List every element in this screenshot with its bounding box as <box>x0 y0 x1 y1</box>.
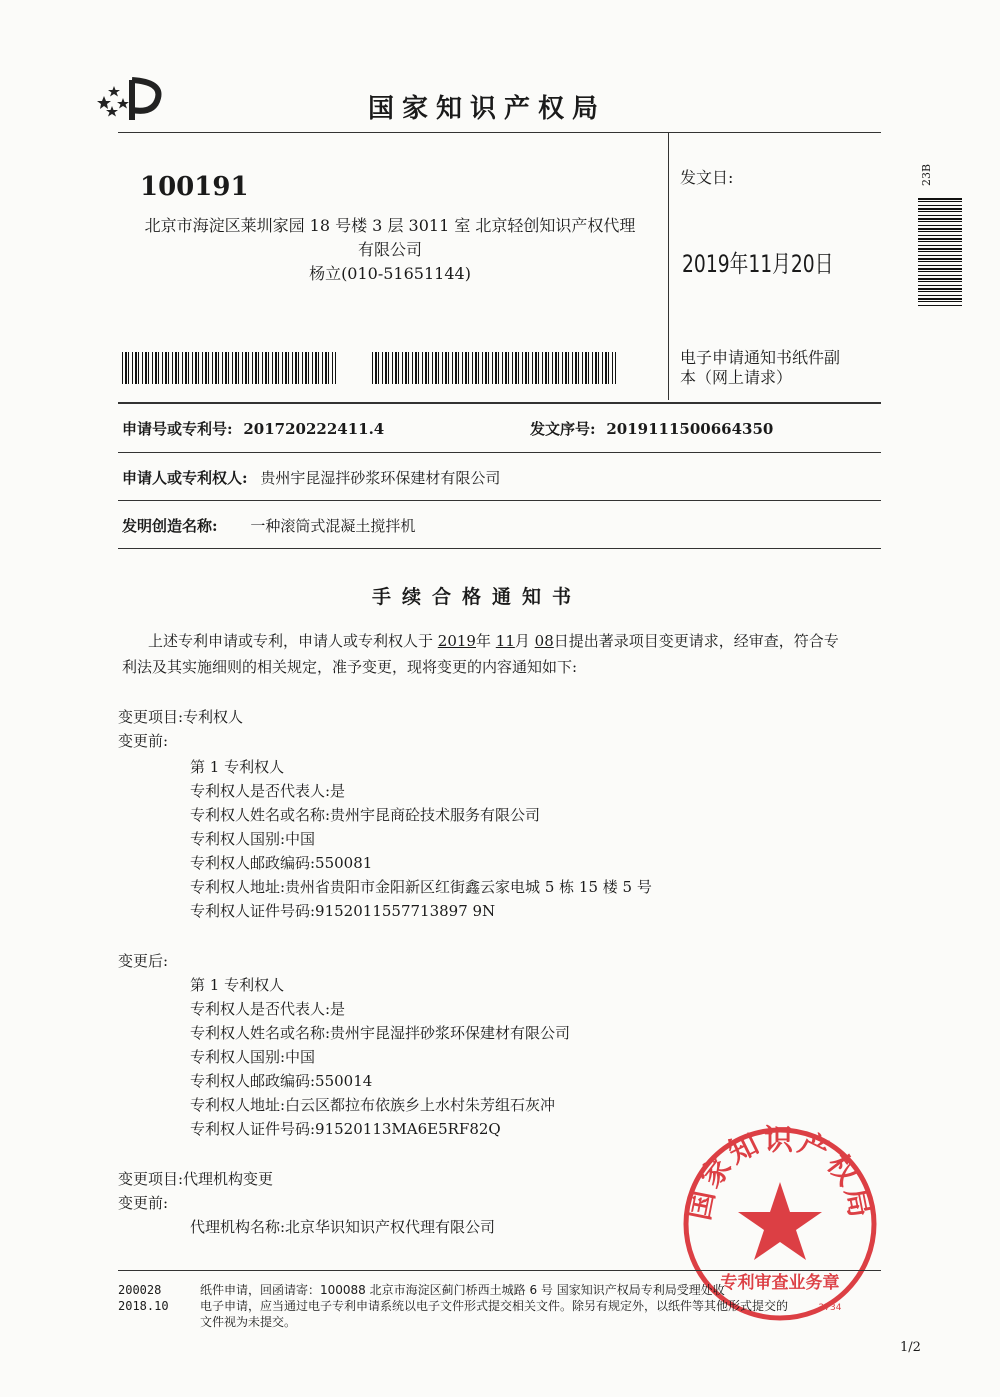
change2-agency: 代理机构名称:北京华识知识产权代理有限公司 <box>190 1218 496 1236</box>
issue-date-value: 2019年11月20日 <box>682 250 834 278</box>
frame-divider <box>668 132 669 400</box>
contact-line: 杨立(010-51651144) <box>309 264 471 283</box>
issue-date-label: 发文日: <box>680 168 734 187</box>
change1-after-label: 变更后: <box>118 952 169 970</box>
change1-before-line: 专利权人地址:贵州省贵阳市金阳新区红街鑫云家电城 5 栋 15 楼 5 号 <box>190 878 652 896</box>
change1-after-line: 第 1 专利权人 <box>190 976 285 994</box>
intro-text-1: 上述专利申请或专利，申请人或专利权人于 <box>148 632 434 650</box>
seal-num: 2734 <box>818 1303 842 1313</box>
change1-before-line: 专利权人邮政编码:550081 <box>190 854 373 872</box>
intro-text-2: 日提出著录项目变更请求，经审查，符合专 <box>553 632 839 650</box>
footer-rule <box>118 1270 881 1271</box>
form-code-number: 200028 <box>118 1283 162 1297</box>
change1-before-line: 第 1 专利权人 <box>190 758 285 776</box>
change1-item: 变更项目:专利权人 <box>118 708 244 726</box>
intro-year: 2019 <box>437 632 476 650</box>
change1-after-line: 专利权人姓名或名称:贵州宇昆湿拌砂浆环保建材有限公司 <box>190 1024 571 1042</box>
intro-line-1 <box>148 630 839 651</box>
side-barcode <box>918 198 962 306</box>
invention-value: 一种滚筒式混凝土搅拌机 <box>250 517 416 535</box>
frame-rule-2 <box>118 452 881 453</box>
recipient-postcode: 100191 <box>140 172 249 202</box>
footer-line-3: 文件视为未提交。 <box>200 1315 297 1329</box>
invention-label: 发明创造名称: <box>122 517 218 535</box>
intro-year-unit: 年 <box>475 632 491 650</box>
frame-rule-4 <box>118 548 881 549</box>
header-rule <box>118 132 881 133</box>
side-code: 23B <box>920 163 933 186</box>
serial-label: 发文序号: <box>530 420 596 438</box>
change1-before-label: 变更前: <box>118 732 169 750</box>
copy-note-line-1: 电子申请通知书纸件副 <box>680 348 841 367</box>
frame-rule-1 <box>118 402 881 404</box>
notice-title: 手续合格通知书 <box>372 586 583 608</box>
intro-month-unit: 月 <box>514 632 530 650</box>
cnipa-logo-icon <box>96 74 168 124</box>
app-no-label: 申请号或专利号: <box>122 420 233 438</box>
applicant-label: 申请人或专利权人: <box>122 469 248 487</box>
copy-note-line-2: 本（网上请求） <box>680 368 793 387</box>
seal-org-path: 国家知识产权局 <box>681 1124 879 1223</box>
change1-after-line: 专利权人是否代表人:是 <box>190 1000 346 1018</box>
change1-after-line: 专利权人证件号码:91520113MA6E5RF82Q <box>190 1120 501 1138</box>
change1-after-line: 专利权人地址:白云区都拉布依族乡上水村朱芳组石灰冲 <box>190 1096 556 1114</box>
frame-rule-3 <box>118 500 881 501</box>
change1-before-line: 专利权人姓名或名称:贵州宇昆商砼技术服务有限公司 <box>190 806 541 824</box>
page-number: 1/2 <box>900 1340 921 1355</box>
seal-star-icon <box>738 1182 822 1260</box>
address-line-2: 有限公司 <box>357 240 422 259</box>
change1-before-line: 专利权人证件号码:9152011557713897 9N <box>190 902 496 920</box>
app-no-value: 201720222411.4 <box>243 420 385 438</box>
serial-value: 2019111500664350 <box>606 420 774 438</box>
applicant-value: 贵州宇昆湿拌砂浆环保建材有限公司 <box>260 469 501 487</box>
recipient-address <box>120 214 660 286</box>
applicant-row <box>122 467 500 488</box>
change1-after-line: 专利权人国别:中国 <box>190 1048 316 1066</box>
app-no-row <box>122 418 384 439</box>
form-code <box>118 1282 169 1314</box>
barcode-right <box>372 352 616 384</box>
footer-notes <box>200 1282 788 1330</box>
footer-line-1: 纸件申请，回函请寄：100088 北京市海淀区蓟门桥西土城路 6 号 国家知识产权局专利局受理处收 <box>200 1283 725 1297</box>
seal-dept: 专利审查业务章 <box>720 1273 840 1293</box>
change1-before-line: 专利权人国别:中国 <box>190 830 316 848</box>
change1-before-line: 专利权人是否代表人:是 <box>190 782 346 800</box>
intro-month: 11 <box>495 632 515 650</box>
office-name: 国家知识产权局 <box>368 94 607 124</box>
change2-item: 变更项目:代理机构变更 <box>118 1170 274 1188</box>
intro-day: 08 <box>534 632 554 650</box>
address-line-1: 北京市海淀区莱圳家园 18 号楼 3 层 3011 室 北京轻创知识产权代理 <box>144 216 636 235</box>
barcode-left <box>122 352 336 384</box>
intro-line-2: 利法及其实施细则的相关规定，准予变更，现将变更的内容通知如下: <box>122 658 578 676</box>
change2-before-label: 变更前: <box>118 1194 169 1212</box>
footer-line-2: 电子申请，应当通过电子专利申请系统以电子文件形式提交相关文件。除另有规定外，以纸件等其他形式提交的 <box>200 1299 789 1313</box>
change1-after-line: 专利权人邮政编码:550014 <box>190 1072 373 1090</box>
form-code-date: 2018.10 <box>118 1299 169 1313</box>
serial-row <box>530 418 773 439</box>
copy-note <box>680 348 840 388</box>
invention-row <box>122 515 415 536</box>
